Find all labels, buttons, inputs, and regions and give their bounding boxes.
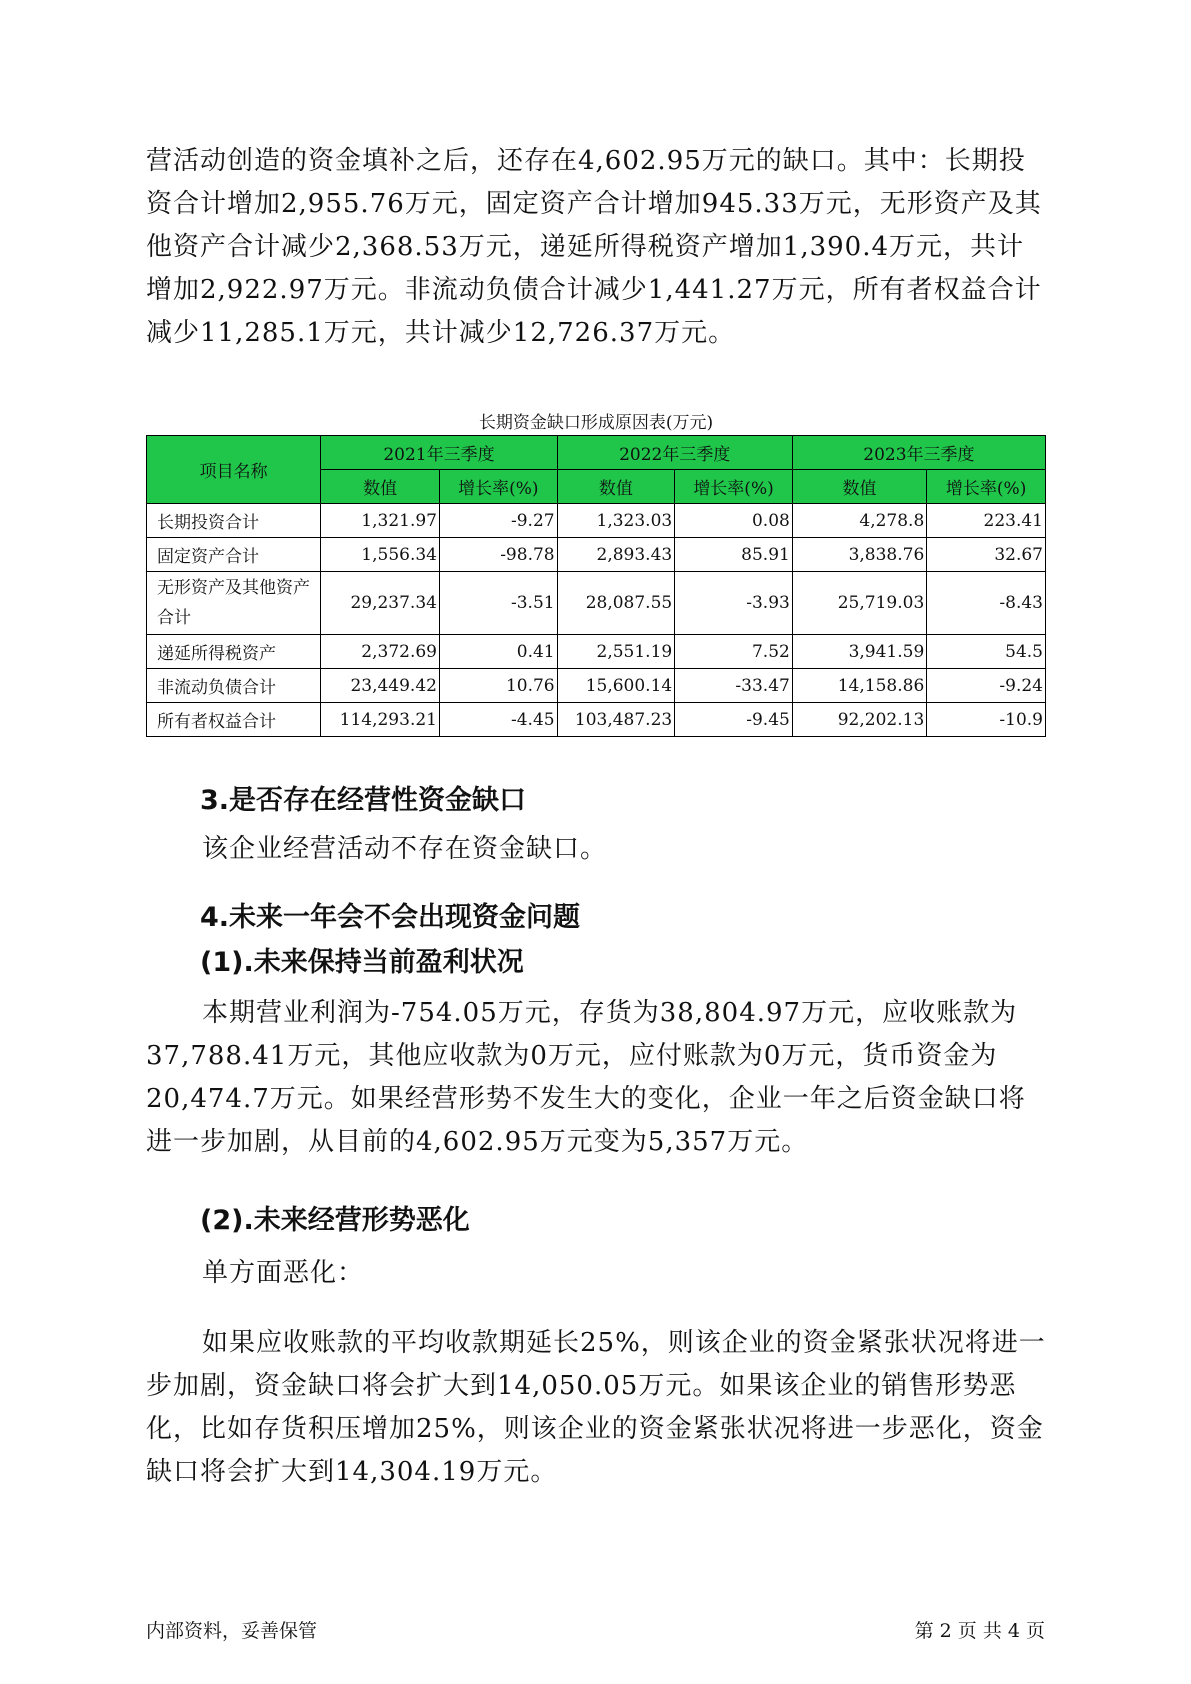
cell-growth: -10.9 <box>927 703 1046 737</box>
subheader-growth: 增长率(%) <box>439 470 557 504</box>
row-name: 所有者权益合计 <box>147 703 321 737</box>
cell-value: 15,600.14 <box>557 669 675 703</box>
subheader-value: 数值 <box>792 470 926 504</box>
cell-value: 103,487.23 <box>557 703 675 737</box>
section4-sub1-paragraph <box>146 992 1046 1164</box>
table-row <box>147 538 1046 572</box>
cell-growth: -3.93 <box>675 572 793 635</box>
header-year-2021: 2021年三季度 <box>321 436 557 470</box>
section4-sub2-intro: 单方面恶化： <box>202 1258 365 1288</box>
subheader-growth: 增长率(%) <box>675 470 793 504</box>
cell-value: 92,202.13 <box>792 703 926 737</box>
cell-growth: 10.76 <box>439 669 557 703</box>
cell-value: 29,237.34 <box>321 572 440 635</box>
row-name: 无形资产及其他资产合计 <box>147 572 321 635</box>
cell-growth: 7.52 <box>675 635 793 669</box>
cell-value: 25,719.03 <box>792 572 926 635</box>
cell-value: 1,323.03 <box>557 504 675 538</box>
cell-growth: -9.45 <box>675 703 793 737</box>
row-name: 固定资产合计 <box>147 538 321 572</box>
row-name: 长期投资合计 <box>147 504 321 538</box>
footer-note: 内部资料，妥善保管 <box>146 1620 318 1642</box>
header-item-name: 项目名称 <box>147 436 321 504</box>
cell-growth: 32.67 <box>927 538 1046 572</box>
section4-sub2-intro-paragraph <box>146 1252 1046 1295</box>
row-name: 递延所得税资产 <box>147 635 321 669</box>
section4-sub1-text: 本期营业利润为-754.05万元，存货为38,804.97万元，应收账款为37,788.41万元，其他应收款为0万元，应付账款为0万元，货币资金为20,474.7万元。如果经营形势不发生大的变化，企业一年之后资金缺口将进一步加剧，从目前的4,602.95万元变为5,357万元。 <box>146 998 1026 1157</box>
table-header-row <box>147 436 1046 470</box>
subheader-value: 数值 <box>557 470 675 504</box>
cell-growth: 223.41 <box>927 504 1046 538</box>
table-row <box>147 572 1046 635</box>
cell-value: 1,321.97 <box>321 504 440 538</box>
table-row <box>147 635 1046 669</box>
header-year-2023: 2023年三季度 <box>792 436 1045 470</box>
cell-growth: -3.51 <box>439 572 557 635</box>
cell-value: 3,941.59 <box>792 635 926 669</box>
page-number: 第 2 页 共 4 页 <box>914 1620 1045 1642</box>
section3-paragraph <box>146 828 1046 871</box>
cell-value: 14,158.86 <box>792 669 926 703</box>
section4-sub2-heading: (2).未来经营形势恶化 <box>200 1205 470 1236</box>
row-name: 非流动负债合计 <box>147 669 321 703</box>
section3-text: 该企业经营活动不存在资金缺口。 <box>202 834 608 864</box>
cell-growth: -98.78 <box>439 538 557 572</box>
cell-value: 3,838.76 <box>792 538 926 572</box>
cell-growth: -9.27 <box>439 504 557 538</box>
section4-sub2-text: 如果应收账款的平均收款期延长25%，则该企业的资金紧张状况将进一步加剧，资金缺口将会扩大到14,050.05万元。如果该企业的销售形势恶化，比如存货积压增加25%，则该企业的资金紧张状况将进一步恶化，资金缺口将会扩大到14,304.19万元。 <box>146 1328 1046 1487</box>
cell-value: 4,278.8 <box>792 504 926 538</box>
cell-value: 23,449.42 <box>321 669 440 703</box>
table-row <box>147 703 1046 737</box>
cell-growth: -8.43 <box>927 572 1046 635</box>
cell-growth: 85.91 <box>675 538 793 572</box>
subheader-value: 数值 <box>321 470 440 504</box>
section4-sub2-paragraph <box>146 1322 1046 1494</box>
cell-growth: 0.41 <box>439 635 557 669</box>
intro-text: 营活动创造的资金填补之后，还存在4,602.95万元的缺口。其中：长期投资合计增加2,955.76万元，固定资产合计增加945.33万元，无形资产及其他资产合计减少2,368.53万元，递延所得税资产增加1,390.4万元，共计增加2,922.97万元。非流动负债合计减少1,441.27万元，所有者权益合计减少11,285.1万元，共计减少12,726.37万元。 <box>146 146 1042 348</box>
table-row <box>147 504 1046 538</box>
section4-sub1-heading: (1).未来保持当前盈利状况 <box>200 947 524 978</box>
cell-value: 28,087.55 <box>557 572 675 635</box>
cell-value: 2,372.69 <box>321 635 440 669</box>
funding-gap-table <box>146 435 1046 737</box>
table-caption: 长期资金缺口形成原因表(万元) <box>478 413 714 433</box>
cell-growth: -33.47 <box>675 669 793 703</box>
cell-value: 2,893.43 <box>557 538 675 572</box>
cell-value: 2,551.19 <box>557 635 675 669</box>
subheader-growth: 增长率(%) <box>927 470 1046 504</box>
cell-growth: 0.08 <box>675 504 793 538</box>
cell-value: 114,293.21 <box>321 703 440 737</box>
cell-value: 1,556.34 <box>321 538 440 572</box>
section3-heading: 3.是否存在经营性资金缺口 <box>200 785 527 816</box>
header-year-2022: 2022年三季度 <box>557 436 792 470</box>
intro-paragraph <box>146 140 1046 355</box>
table-row <box>147 669 1046 703</box>
cell-growth: -9.24 <box>927 669 1046 703</box>
section4-heading: 4.未来一年会不会出现资金问题 <box>200 902 581 933</box>
cell-growth: 54.5 <box>927 635 1046 669</box>
cell-growth: -4.45 <box>439 703 557 737</box>
